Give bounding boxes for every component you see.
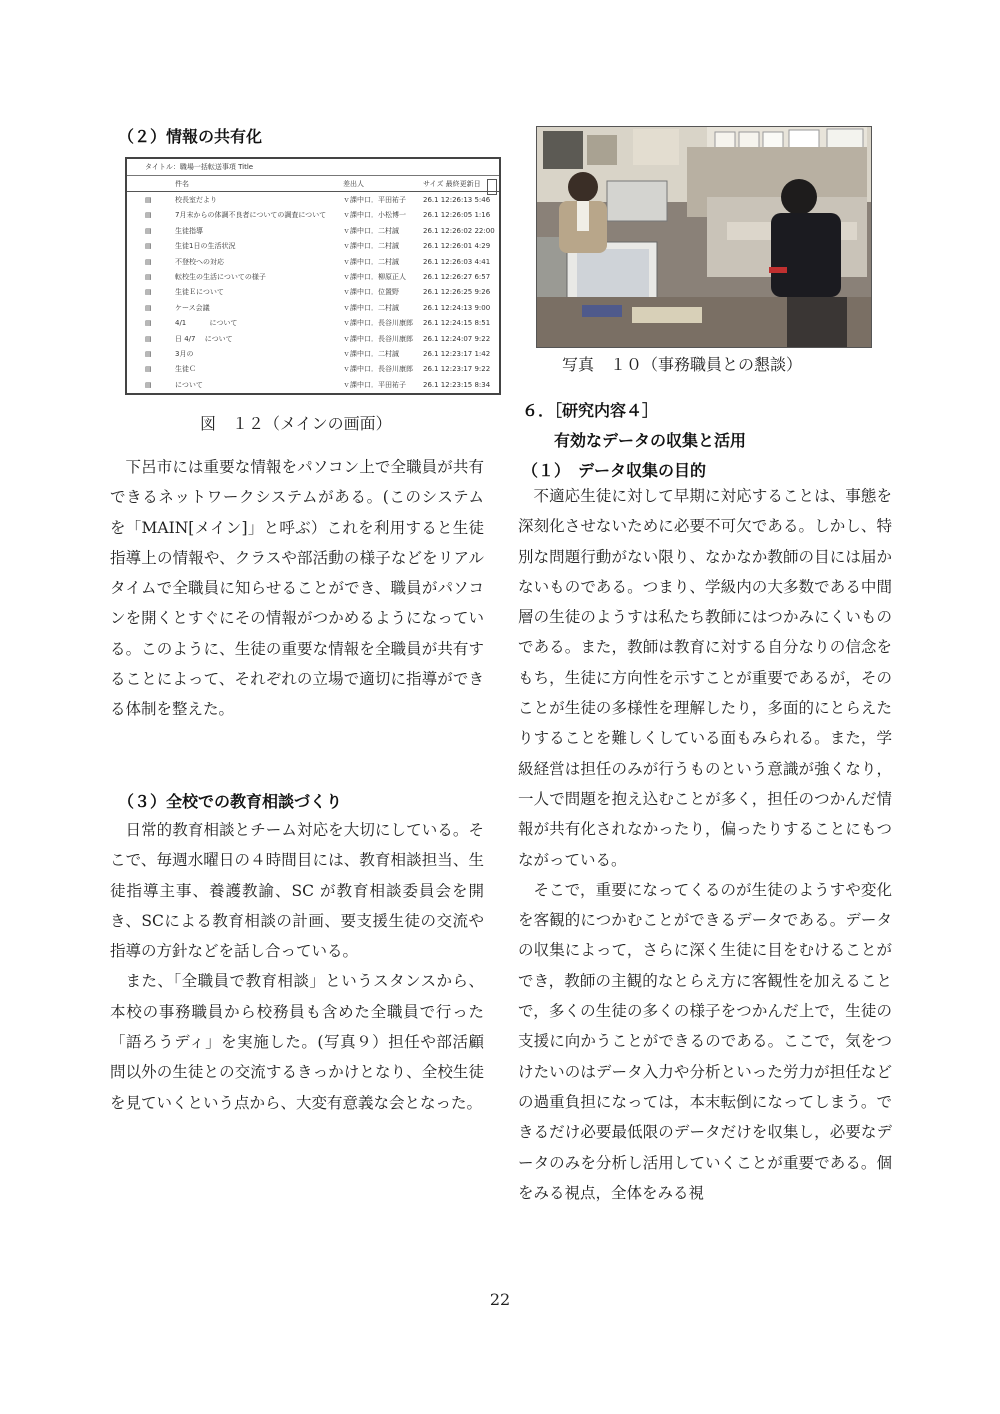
document-icon: ▤ xyxy=(145,334,152,343)
row-date: 26.1 12:23:17 1:42 xyxy=(423,350,491,358)
row-sender: ｖ課中口．平田祐子 xyxy=(343,196,406,204)
figure-list-row xyxy=(127,224,499,239)
document-icon: ▤ xyxy=(145,226,152,235)
row-subject: 転校生の生活についての様子 xyxy=(175,273,266,281)
column-header-subject: 件名 xyxy=(175,180,189,188)
paragraph-counseling-committee: 日常的教育相談とチーム対応を大切にしている。そこで、毎週水曜日の４時間目には、教育相談担当、生徒指導主事、養護教諭、SC が教育相談委員会を開き、SCによる教育相談の計画、要支援生徒の交流や指導の方針などを話し合っている。 xyxy=(110,821,484,961)
figure-titlebar: タイトル：職場一括転送事項 Title xyxy=(127,159,499,176)
document-icon: ▤ xyxy=(145,350,152,358)
section-heading-research-4: ６．［研究内容４］ xyxy=(522,401,659,420)
column-header-sender: 差出人 xyxy=(343,180,364,188)
row-sender: ｖ課中口．平田祐子 xyxy=(343,380,406,389)
row-subject: 7月末からの体調不良者についての調査について xyxy=(175,211,327,220)
row-subject: 生徒1日の生活状況 xyxy=(175,242,236,251)
row-subject: について xyxy=(175,380,203,389)
figure-list-row xyxy=(127,255,499,270)
row-sender: ｖ課中口．二村誠 xyxy=(343,350,399,358)
row-date: 26.1 12:26:25 9:26 xyxy=(423,288,491,297)
photo-10-caption: 写真 １０（事務職員との懇談） xyxy=(562,355,803,374)
row-sender: ｖ課中口．位置野 xyxy=(343,288,399,297)
document-icon: ▤ xyxy=(145,365,152,374)
figure-12-caption: 図 １２（メインの画面） xyxy=(200,414,392,433)
row-date: 26.1 12:26:03 4:41 xyxy=(423,257,491,266)
row-subject: ケース会議 xyxy=(175,303,210,312)
row-date: 26.1 12:23:15 8:34 xyxy=(423,380,491,389)
figure-list-row xyxy=(127,285,499,300)
document-icon: ▤ xyxy=(145,273,152,281)
row-subject: 3月の xyxy=(175,350,194,358)
document-icon: ▤ xyxy=(145,242,152,251)
figure-list-row xyxy=(127,362,499,377)
figure-list-row xyxy=(127,378,499,393)
section-heading-school-counseling: （３）全校での教育相談づくり xyxy=(118,792,343,811)
row-subject: 校長室だより xyxy=(175,196,217,204)
row-sender: ｖ課中口．二村誠 xyxy=(343,226,399,235)
figure-list-row xyxy=(127,239,499,254)
figure-list-row xyxy=(127,316,499,331)
section-heading-information-sharing: （２）情報の共有化 xyxy=(118,127,263,146)
section-subheading-data-collection: 有効なデータの収集と活用 xyxy=(554,431,747,450)
row-subject: 生徒Ｃ xyxy=(175,365,196,374)
figure-list-row xyxy=(127,270,499,285)
row-subject: 日 4/7 について xyxy=(175,334,233,343)
row-subject: 生徒Ｅについて xyxy=(175,288,224,297)
row-sender: ｖ課中口．二村誠 xyxy=(343,242,399,251)
row-date: 26.1 12:24:15 8:51 xyxy=(423,319,491,328)
figure-list-row xyxy=(127,208,499,223)
row-sender: ｖ課中口．長谷川康郎 xyxy=(343,334,413,343)
document-icon: ▤ xyxy=(145,196,152,204)
paragraph-objective-data: そこで，重要になってくるのが生徒のようすや変化を客観的につかむことができるデータである。データの収集によって，さらに深く生徒に目をむけることができ，教師の主観的なとらえ方に客観性を加えることで，多くの生徒の多くの様子をつかんだ上で，生徒の支援に向かうことができるのである。ここで，気をつけたいのはデータ入力や分析といった労力が担任などの過重負担になっては，本末転倒になってしまう。できるだけ必要最低限のデータだけを収集し，必要なデータのみを分析し活用していくことが重要である。個をみる視点，全体をみる視 xyxy=(518,880,892,1202)
column-header-size-date: サイズ 最終更新日 xyxy=(423,180,481,188)
left-paragraph-1-block xyxy=(110,452,484,725)
row-sender: ｖ課中口．二村誠 xyxy=(343,303,399,312)
figure-list-row xyxy=(127,193,499,208)
row-sender: ｖ課中口．小松博一 xyxy=(343,211,406,220)
document-icon: ▤ xyxy=(145,319,152,328)
row-date: 26.1 12:26:01 4:29 xyxy=(423,242,491,251)
row-date: 26.1 12:26:27 6:57 xyxy=(423,273,491,281)
row-date: 26.1 12:24:13 9:00 xyxy=(423,303,491,312)
row-date: 26.1 12:26:02 22:00 xyxy=(423,226,495,235)
paragraph-main-system: 下呂市には重要な情報をパソコン上で全職員が共有できるネットワークシステムがある。(このシステムを「MAIN[メイン]」と呼ぶ）これを利用すると生徒指導上の情報や、クラスや部活動の様子などをリアルタイムで全職員に知らせることができ、職員がパソコンを開くとすぐにその情報がつかめるようになっている。このように、生徒の重要な情報を全職員が共有することによって、それぞれの立場で適切に指導ができる体制を整えた。 xyxy=(110,458,484,719)
row-sender: ｖ課中口．長谷川康郎 xyxy=(343,365,413,374)
row-date: 26.1 12:23:17 9:22 xyxy=(423,365,491,374)
paragraph-kataro-day: また、「全職員で教育相談」というスタンスから、本校の事務職員から校務員も含めた全職員で行った「語ろうディ」を実施した。(写真９）担任や部活顧問以外の生徒との交流するきっかけとなり、全校生徒を見ていくという点から、大変有意義な会となった。 xyxy=(110,972,484,1112)
row-sender: ｖ課中口．柳原正人 xyxy=(343,273,406,281)
page-number: 22 xyxy=(489,1290,511,1309)
row-subject: 4/1 について xyxy=(175,319,238,328)
paragraph-early-response: 不適応生徒に対して早期に対応することは、事態を深刻化させないために必要不可欠である。しかし、特別な問題行動がない限り、なかなか教師の目には届かないものである。つまり、学級内の大多数である中間層の生徒のようすは私たち教師にはつかみにくいものである。また，教師は教育に対する自分なりの信念をもち，生徒に方向性を示すことが重要であるが，そのことが生徒の多様性を理解したり，多面的にとらえたりすることを難しくしている面もみられる。また，学級経営は担任のみが行うものという意識が強くなり，一人で問題を抱え込むことが多く，担任のつかんだ情報が共有化されなかったり，偏ったりすることにもつながっている。 xyxy=(518,487,892,869)
document-icon: ▤ xyxy=(145,257,152,266)
row-subject: 生徒指導 xyxy=(175,226,203,235)
right-paragraph-block xyxy=(518,481,892,1208)
document-icon: ▤ xyxy=(145,303,152,312)
figure-list-row xyxy=(127,332,499,347)
photo-10-staff-meeting xyxy=(536,126,872,348)
section-heading-data-purpose: （１） データ収集の目的 xyxy=(522,461,707,480)
document-icon: ▤ xyxy=(145,380,152,389)
row-date: 26.1 12:26:05 1:16 xyxy=(423,211,491,220)
figure-list-row xyxy=(127,347,499,362)
figure-12-main-screen xyxy=(125,157,501,395)
figure-column-header xyxy=(127,179,499,192)
document-icon: ▤ xyxy=(145,288,152,297)
document-icon: ▤ xyxy=(145,211,152,220)
row-subject: 不登校への対応 xyxy=(175,257,224,266)
row-sender: ｖ課中口．二村誠 xyxy=(343,257,399,266)
row-date: 26.1 12:26:13 5:46 xyxy=(423,196,491,204)
row-date: 26.1 12:24:07 9:22 xyxy=(423,334,491,343)
row-sender: ｖ課中口．長谷川康郎 xyxy=(343,319,413,328)
left-paragraph-2-block xyxy=(110,815,484,1118)
figure-list-row xyxy=(127,301,499,316)
